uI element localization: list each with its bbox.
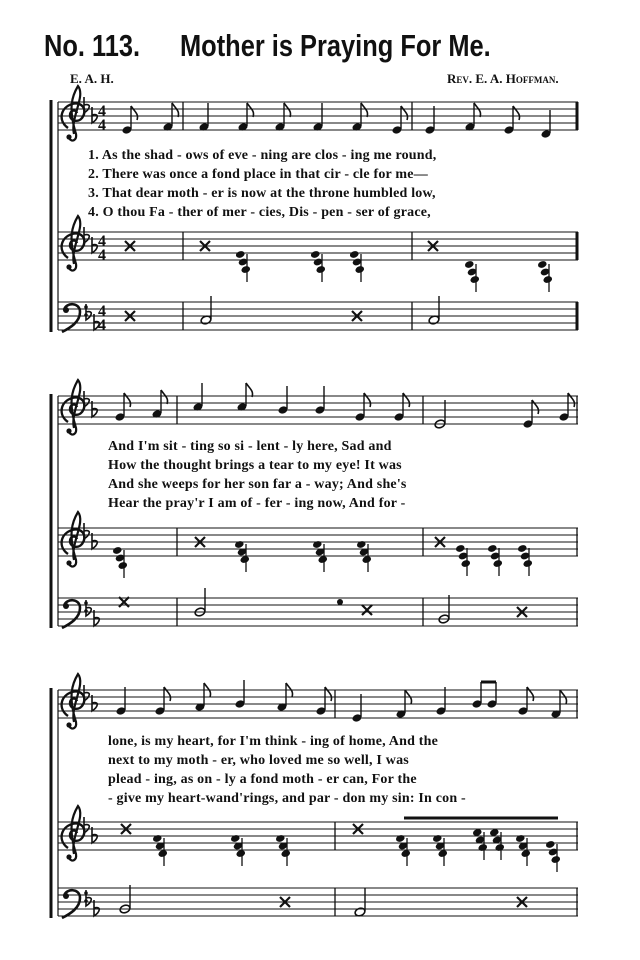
lyric-s2-v3: And she weeps for her son far a - way; And she's xyxy=(108,477,407,492)
svg-text:4: 4 xyxy=(98,103,106,120)
hymn-title: Mother is Praying For Me. xyxy=(180,28,491,63)
lyric-s3-v4: - give my heart-wand'rings, and par - don my sin: In con - xyxy=(108,791,466,806)
svg-text:4: 4 xyxy=(98,117,106,134)
lyric-s2-v4: Hear the pray'r I am of - fer - ing now, And for - xyxy=(108,496,406,511)
lyric-s2-v1: And I'm sit - ting so si - lent - ly here, Sad and xyxy=(108,439,392,454)
lyric-s3-v1: lone, is my heart, for I'm think - ing of home, And the xyxy=(108,734,439,749)
composer-credit: E. A. H. xyxy=(70,71,114,86)
svg-text:4: 4 xyxy=(98,303,106,320)
lyric-s1-v1: 1. As the shad - ows of eve - ning are clos - ing me round, xyxy=(88,148,437,163)
lyric-s3-v2: next to my moth - er, who loved me so well, I was xyxy=(108,753,409,768)
hymn-number: No. 113. xyxy=(44,28,141,63)
lyric-s1-v3: 3. That dear moth - er is now at the throne humbled low, xyxy=(88,186,436,201)
svg-text:4: 4 xyxy=(98,247,106,264)
lyric-s2-v2: How the thought brings a tear to my eye! It was xyxy=(108,458,402,473)
svg-text:4: 4 xyxy=(98,233,106,250)
lyric-s1-v4: 4. O thou Fa - ther of mer - cies, Dis - pen - ser of grace, xyxy=(88,205,431,220)
lyric-s1-v2: 2. There was once a fond place in that cir - cle for me— xyxy=(88,167,428,182)
svg-text:4: 4 xyxy=(98,317,106,334)
author-credit: Rev. E. A. Hoffman. xyxy=(447,71,559,86)
lyric-s3-v3: plead - ing, as on - ly a fond moth - er can, For the xyxy=(108,772,417,787)
